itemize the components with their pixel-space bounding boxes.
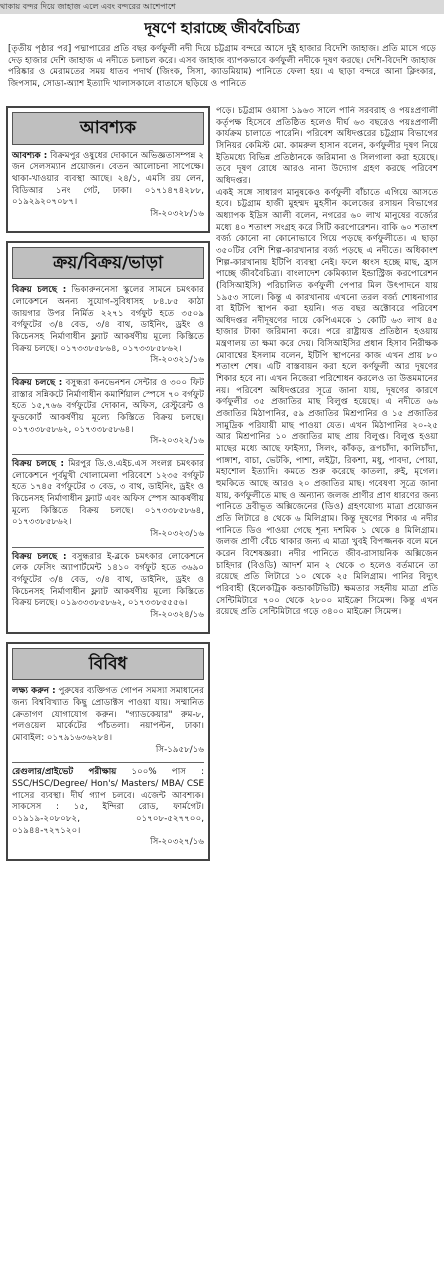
article-paragraph: একই সঙ্গে সাধারণ মানুষকেও কর্ণফুলী বাঁচাতে এগিয়ে আসতে হবে। চট্টগ্রাম হাজী মুহম্মদ মুহসীন কলেজের রসায়ন বিভাগের অধ্যাপক ইদ্রিস আলী বলেন, নগরের ৬০ লাখ মানুষের বর্জ্যের মধ্যে ৪০ শতাংশ সংগ্রহ করে সিটি করপোরেশন। বাকি ৬০ শতাংশ বর্জ্য কোনো না কোনোভাবে গিয়ে পড়ছে কর্ণফুলীতে। এ ছাড়া ৩৫০টির বেশি শিল্প-কারখানার বর্জ্য পড়ছে এ নদীতে। অধিকাংশ শিল্প-কারখানায় ইটিপি ব্যবস্থা নেই। ফলে ধ্বংস হচ্ছে মাছ, হ্রাস পাচ্ছে জীববৈচিত্র্য। বাংলাদেশ কেমিক্যাল ইন্ডাস্ট্রিজ করপোরেশন (বিসিআইসি) পরিচালিত কর্ণফুলী পেপার মিল উৎপাদনে যায় ১৯৫৩ সালে। কিন্তু এ কারখানায় এখনো তরল বর্জ্য শোধনাগার বা ইটিপি স্থাপন করা হয়নি। গত বছর অক্টোবরে পরিবেশ অধিদপ্তর নদীদূষণের দায়ে কেপিএমকে ১ কোটি ৬৩ লাখ ৪৫ হাজার টাকা জরিমানা করে। পরে রাষ্ট্রায়ত্ত প্রতিষ্ঠান হওয়ায় মন্ত্রণালয় তা ক্ষমা করে দেয়। বিসিআইসির প্রধান হিসাব নিরীক্ষক মোবাশ্বের ইসলাম বলেন, ইটিপি স্থাপনের কাজ এখন প্রায় ৮০ শতাংশ শেষ। এটি বাস্তবায়ন করা হলে কর্ণফুলী আর দূষণের শিকার হবে না। এখন নিজেরা পরিশোধন করলেও তা উত্তমমানের নয়। পরিবেশ অধিদপ্তরের সূত্রে জানা যায়, দূষণের কারণে কর্ণফুলীর ৩৫ প্রজাতির মাছ বিলুপ্ত হয়েছে। এ নদীতে ৬৬ প্রজাতির মিঠাপানির, ৫৯ প্রজাতির মিশ্রপানির ও ১৫ প্রজাতির সামুদ্রিক পরিযায়ী মাছ পাওয়া যেত। এখন মিঠাপানির ২০-২৫ আর মিশ্রপানির ১০ প্রজাতির মাছ প্রায় বিলুপ্ত। বিলুপ্ত হওয়া মাছের মধ্যে আছে ফাইস্যা, সিলং, কাঁকড়, রূপচাঁদা, কালিচাঁদা, পাঙ্গাশ, বাচা, ভেটকি, পাশা, লইট্টা, রিকশা, মধু, পাবদা, পোয়া, মহাশোল ইত্যাদি। কমতে শুরু করেছে কাতলা, রুই, মৃগেল। হুমকিতে আছে আরও ২০ প্রজাতির মাছ। গবেষণা সূত্রে জানা যায়, কর্ণফুলীতে মাছ ও অন্যান্য জলজ প্রাণীর প্রাণ ধারণের জন্য পানিতে দ্রবীভূত অক্সিজেনের (ডিও) গ্রহণযোগ্য মাত্রা প্রয়োজন প্রতি লিটারে ৪ থেকে ৬ মিলিগ্রাম। কিন্তু দূষণের শিকার এ নদীর পানিতে ডিও পাওয়া গেছে শূন্য দশমিক ১ থেকে ৪ মিলিগ্রাম। জলজ প্রাণী বেঁচে থাকার জন্য এ মাত্রা খুবই বিপজ্জনক বলে মনে করেন বিশেষজ্ঞরা। নদীর পানিতে জীব-রাসায়নিক অক্সিজেন চাহিদার (বিওডি) আদর্শ মান ২ থেকে ৩ হলেও বর্তমানে তা রয়েছে প্রতি লিটারে ১০ থেকে ২৫ মিলিগ্রাম। পানির বিদ্যুৎ পরিবাহী (ইলেকট্রিক কন্ডাকটিভিটি) ক্ষমতার সহনীয় মাত্রা প্রতি সেন্টিমিটারে ৭০০ থেকে ২৮০০ মাইক্রো সিমেন্স। কিন্তু এখন রয়েছে প্রতি সেন্টিমিটারে গড়ে ৩৪০০ মাইক্রো সিমেন্স। — [216, 187, 438, 618]
ad-item — [12, 151, 204, 221]
ad-body: বিক্রমপুর ওষুধের দোকানে অভিজ্ঞতাসম্পন্ন ২ জন সেলসম্যান প্রয়োজন। বেতন আলোচনা সাপেক্ষে। থাকা-খাওয়ার ব্যবস্থা আছে। ২৪/১, এমসি রয় লেন, বিডিআর ১নং গেট, ঢাকা। ০১৭১৪৭৪২৮৮, ০১৯২৯২০৭০৮৭। — [12, 150, 204, 208]
divider — [12, 373, 204, 374]
ad-body: বসুন্ধরা কনভেনশন সেন্টার ও ৩০০ ফিট রাস্তার সন্নিকটে নির্মাণাধীন কমার্শিয়াল স্পেসে ৭০ বর্গফুট হতে ১৫,৭৬৬ বর্গফুটের দোকান, অফিস, রেস্টুরেন্ট ও ফুডকোর্ট আকর্ষণীয় মূল্যে কিস্তিতে বিক্রয় চলছে। ০১৭৩৩৮৫৮৬২, ০১৭৩৩৮৫৮৬৪। — [12, 378, 204, 435]
headline: দূষণে হারাচ্ছে জীববৈচিত্র্য — [144, 19, 300, 37]
section-buysell — [6, 241, 210, 634]
section-title-wanted: আবশ্যক — [12, 112, 204, 145]
ad-code: সি-২০৩২২/১৬ — [150, 436, 204, 447]
ad-body: মিরপুর ডি.ও.এইচ.এস সংলগ্ন চমৎকার লোকেশনে পূর্বমুখী খোলামেলা পরিবেশে ১২৩৫ বর্গফুট হতে ১৭৪৫ বর্গফুটের ৩ বেড, ৩ বাথ, ডাইনিং, ড্রইং ও কিচেনসহ নির্মাণাধীন ফ্ল্যাট এবং অফিস স্পেস আকর্ষণীয় মূল্যে কিস্তিতে বিক্রয় চলছে। ০১৭৩৩৮৫৮৬৪, ০১৭৩৩৮৫৮৬২। — [12, 459, 204, 528]
ad-item — [12, 378, 204, 448]
ad-code: সি-২০৩২৭/১৬ — [150, 837, 204, 848]
ad-item — [12, 285, 204, 367]
section-title-misc: বিবিধ — [12, 648, 204, 681]
ad-code: সি-২০৩২৩/১৬ — [150, 528, 204, 539]
ad-item — [12, 459, 204, 541]
section-wanted — [6, 106, 210, 233]
ad-body: বসুন্ধরার ই-ব্লকে চমৎকার লোকেশনে লেক ফেসিং অ্যাপার্টমেন্ট ১৪১০ বর্গফুট হতে ৩৬৯০ বর্গফুটের ৩/৪ বেড, ৩/৪ বাথ, ডাইনিং, ড্রইং ও কিচেনসহ নির্মাণাধীন ফ্ল্যাট আকর্ষণীয় মূল্যে কিস্তিতে বিক্রয় চলছে। ০১৯৩৩৩৮৫৮৬২, ০১৭৩৩৮৫৫৫৬। — [12, 551, 205, 609]
ad-lead: আবশ্যক : — [12, 150, 48, 161]
article-intro: [তৃতীয় পৃষ্ঠার পর] পদ্মাপারের প্রতি বছর কর্ণফুলী নদী দিয়ে চট্টগ্রাম বন্দরে আসে দুই হাজার বিদেশি জাহাজ। প্রতি মাসে গড়ে দেড় হাজার দেশি জাহাজ এ নদীতে চলাচল করে। এসব জাহাজ ব্যাপকভাবে কর্ণফুলী নদীকে দূষণ করছে। দেশি-বিদেশি জাহাজ পরিষ্কার ও মেরামতের সময় ধাতব পদার্থ (জিংক, সিসা, ক্যাডমিয়াম) পানিতে ফেলা হয়। এ ছাড়া বন্দরে আনা ক্লিংকার, জিপসাম, সোডা-অ্যাশ ইত্যাদি খালাসকালে বাতাসে ছড়িয়ে ও পানিতে — [8, 44, 436, 89]
ad-lead: বিক্রয় চলছে : — [12, 285, 67, 296]
ad-item — [12, 767, 204, 849]
section-misc — [6, 642, 210, 861]
divider — [12, 454, 204, 455]
ad-code: সি-২০৩২১/১৬ — [150, 355, 204, 366]
classifieds-column — [6, 106, 210, 1266]
ad-item — [12, 686, 204, 756]
ad-body: পুরুষের ব্যক্তিগত গোপন সমস্যা সমাধানের জন্য বিশ্ববিখ্যাত কিছু প্রোডাক্টস পাওয়া যায়। সম্মানিত ক্রেতাগণ যোগাযোগ করুন। "গ্যাডকেয়ার" রুম-৮, পলওয়েল মার্কেটের পাঁচতলা। নয়াপল্টন, ঢাকা। মোবাইল: ০১৭৯১৬৩৬২৮৪। — [12, 686, 205, 743]
article-column — [216, 106, 438, 1266]
ad-lead: বিক্রয় চলছে : — [12, 459, 65, 469]
ad-lead: বিক্রয় চলছে : — [12, 378, 63, 389]
divider — [12, 762, 204, 763]
section-title-buysell: ক্রয়/বিক্রয়/ভাড়া — [12, 247, 204, 280]
ad-code: সি-২০৩২৪/১৬ — [150, 609, 204, 620]
top-strip: থাকায় বন্দর দিয়ে জাহাজ এলে এবং বন্দরের আশেপাশে — [0, 0, 444, 14]
divider — [12, 547, 204, 548]
ad-body: ভিকারুননেসা স্কুলের সামনে চমৎকার লোকেশনে অনন্য সুযোগ-সুবিধাসহ ৮৪.৮৫ কাঠা জায়গার উপর নির্মিত ২২৭১ বর্গফুট হতে ৩৫০৯ বর্গফুটের ৩/৪ বেড, ৩/৪ বাথ, ডাইনিং, ড্রইং ও কিচেনসহ নির্মাণাধীন ফ্ল্যাট আকর্ষণীয় মূল্যে কিস্তিতে বিক্রয় চলছে। ০১৭৩৩৮৫৮৬৪, ০১৭৩৩৮৫৮৬২। — [12, 285, 204, 354]
ad-lead: লক্ষ্য করুন : — [12, 686, 56, 697]
ad-lead: রেগুলার/প্রাইভেট পরীক্ষায় — [12, 767, 117, 778]
ad-lead: বিক্রয় চলছে : — [12, 551, 67, 562]
ad-code: সি-১৯৫৮/১৬ — [155, 744, 204, 755]
article-paragraph: পড়ে। চট্টগ্রাম ওয়াসা ১৯৬৩ সালে পানি সরবরাহ ও পয়ঃপ্রণালী কর্তৃপক্ষ হিসেবে প্রতিষ্ঠিত হলেও দীর্ঘ ৬৩ বছরেও পয়ঃপ্রণালী কার্যক্রম চালাতে পারেনি। পরিবেশ অধিদপ্তরের চট্টগ্রাম বিভাগের সিনিয়র কেমিস্ট মো. কামরুল হাসান বলেন, কর্ণফুলীর দূষণ নিয়ে ইতিমধ্যে বিভিন্ন প্রতিষ্ঠানকে জরিমানা ও সিলগালা করা হয়েছে। তবে দূষণ রোধে আরও নানা উদ্যোগ গ্রহণ করছে পরিবেশ অধিদপ্তর। — [216, 106, 438, 186]
ad-code: সি-২০৩২৮/১৬ — [150, 209, 204, 220]
ad-body: ১০০% পাস : SSC/HSC/Degree/ Hon's/ Masters/ MBA/ CSE পাসের ব্যবস্থা। দীর্ঘ গ্যাপ চলবে। এজেন্ট আবশ্যক। সাকসেস : ১৫, ইন্দিরা রোড, ফার্মগেট। ০১৯১৯-২০৮০৮২, ০১৭০৮-৫২৭৭০০, ০১৯৪৪-৭২৭১২০। — [12, 767, 204, 836]
ad-item — [12, 552, 204, 622]
